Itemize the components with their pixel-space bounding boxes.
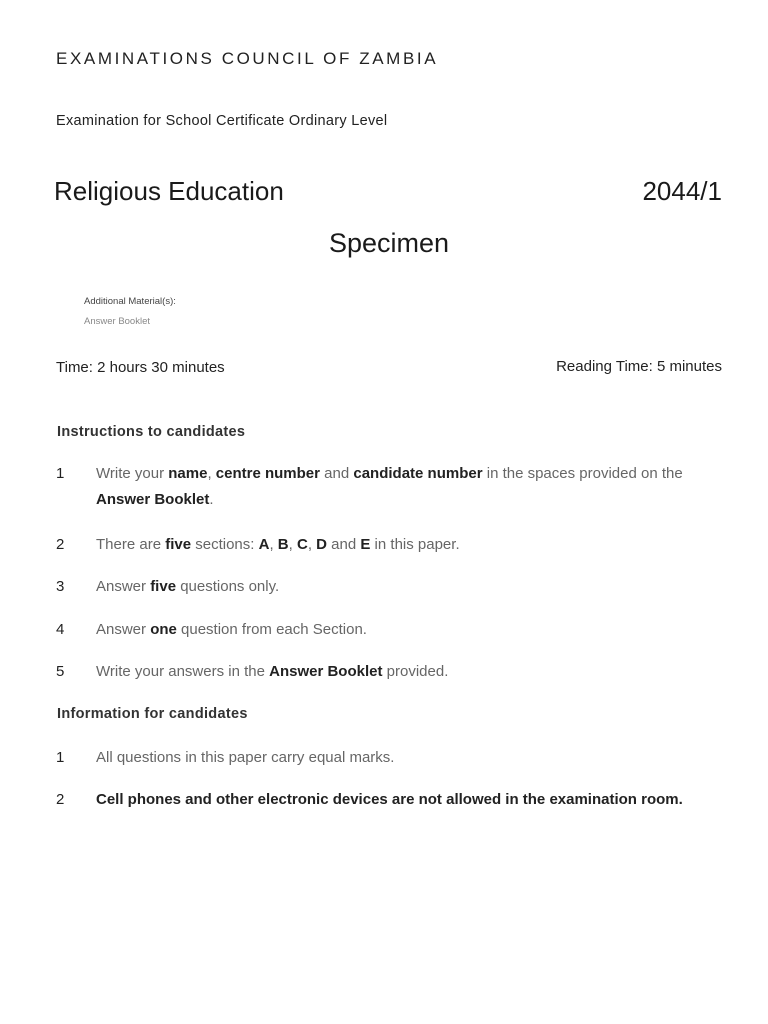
exam-level: Examination for School Certificate Ordinary Level xyxy=(56,113,388,129)
instruction-item xyxy=(56,659,726,685)
instruction-item xyxy=(56,617,726,643)
instruction-text: There are five sections: A, B, C, D and E in this paper. xyxy=(96,536,460,553)
additional-materials-value: Answer Booklet xyxy=(84,316,151,327)
information-item xyxy=(56,787,726,813)
instruction-text: Answer five questions only. xyxy=(96,578,280,595)
instruction-number: 2 xyxy=(56,536,65,553)
council-name: EXAMINATIONS COUNCIL OF ZAMBIA xyxy=(56,49,439,68)
specimen-label: Specimen xyxy=(328,228,450,258)
instruction-item xyxy=(56,461,726,513)
information-heading: Information for candidates xyxy=(57,706,248,722)
information-number: 2 xyxy=(56,791,65,808)
information-item xyxy=(56,745,726,771)
instruction-number: 1 xyxy=(56,465,65,482)
instructions-heading: Instructions to candidates xyxy=(57,424,246,440)
information-text: All questions in this paper carry equal marks. xyxy=(96,749,395,766)
instruction-text: Write your name, centre number and candidate number in the spaces provided on the Answer Booklet. xyxy=(96,465,683,508)
instruction-item xyxy=(56,532,726,558)
instruction-number: 4 xyxy=(56,621,65,638)
additional-materials-label: Additional Material(s): xyxy=(84,296,176,307)
subject-title: Religious Education xyxy=(54,176,284,206)
information-number: 1 xyxy=(56,749,65,766)
instruction-text: Answer one question from each Section. xyxy=(96,621,367,638)
instruction-number: 3 xyxy=(56,578,65,595)
instruction-item xyxy=(56,574,726,600)
paper-code: 2044/1 xyxy=(642,176,722,206)
instruction-number: 5 xyxy=(56,663,65,680)
reading-time: Reading Time: 5 minutes xyxy=(556,358,722,375)
exam-time: Time: 2 hours 30 minutes xyxy=(56,359,225,376)
information-text: Cell phones and other electronic devices are not allowed in the examination room. xyxy=(96,791,683,808)
instruction-text: Write your answers in the Answer Booklet provided. xyxy=(96,663,449,680)
